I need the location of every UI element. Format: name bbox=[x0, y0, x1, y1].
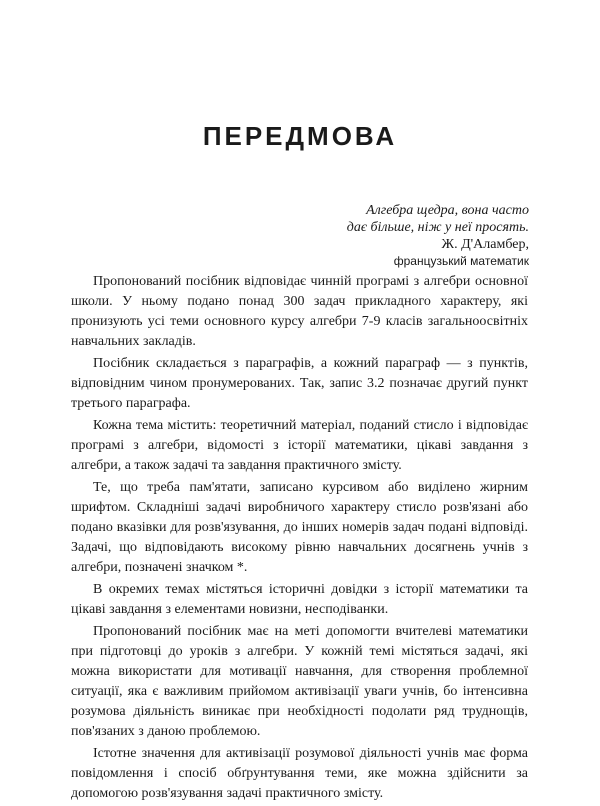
paragraph-7: Істотне значення для активізації розумової діяльності учнів має форма повідомлення і спосіб обґрунтування теми, яке можна здійснити за допомогою розв'язування задачі практичного змісту. bbox=[71, 746, 528, 801]
epigraph-author: Ж. Д'Аламбер, bbox=[441, 237, 529, 252]
paragraph-6: Пропонований посібник має на меті допомогти вчителеві математики при підготовці до уроків з алгебри. У кожній темі містяться задачі, які можна використати для мотивації навчання, для створення проблемної ситуації, яка є важливим прийомом активізації уваги учнів, бо інтенсивна розумова діяльність виникає при необхідності подолати ряд труднощів, пов'язаних з даною проблемою. bbox=[71, 624, 528, 739]
epigraph-author-role: французький математик bbox=[393, 254, 529, 268]
page-title: ПЕРЕДМОВА bbox=[202, 121, 398, 151]
paragraph-1: Пропонований посібник відповідає чинній програмі з алгебри основної школи. У ньому подано понад 300 задач прикладного характеру, які пронизують усі теми основного курсу алгебри 7-9 класів загальноосвітніх навчальних закладів. bbox=[71, 274, 528, 349]
body-text bbox=[71, 272, 528, 806]
epigraph-quote-line-1: Алгебра щедра, вона часто bbox=[366, 203, 529, 218]
paragraph-4: Те, що треба пам'ятати, записано курсивом або виділено жирним шрифтом. Складніші задачі виробничого характеру стисло розв'язані або подано вказівки для розв'язування, до інших номерів задач подані відповіді. Задачі, що відповідають високому рівню навчальних досягнень учнів з алгебри, позначені значком *. bbox=[71, 480, 528, 575]
epigraph-quote-line-2: дає більше, ніж у неї просять. bbox=[346, 220, 529, 235]
paragraph-3: Кожна тема містить: теоретичний матеріал, поданий стисло і відповідає програмі з алгебри, відомості з історії математики, цікаві завдання з алгебри, а також задачі та завдання практичного змісту. bbox=[71, 418, 528, 473]
paragraph-5: В окремих темах містяться історичні довідки з історії математики та цікаві завдання з елементами новизни, несподіванки. bbox=[71, 582, 528, 617]
paragraph-2: Посібник складається з параграфів, а кожний параграф — з пунктів, відповідним чином пронумерованих. Так, запис 3.2 позначає другий пункт третього параграфа. bbox=[71, 356, 528, 411]
epigraph bbox=[209, 202, 529, 270]
